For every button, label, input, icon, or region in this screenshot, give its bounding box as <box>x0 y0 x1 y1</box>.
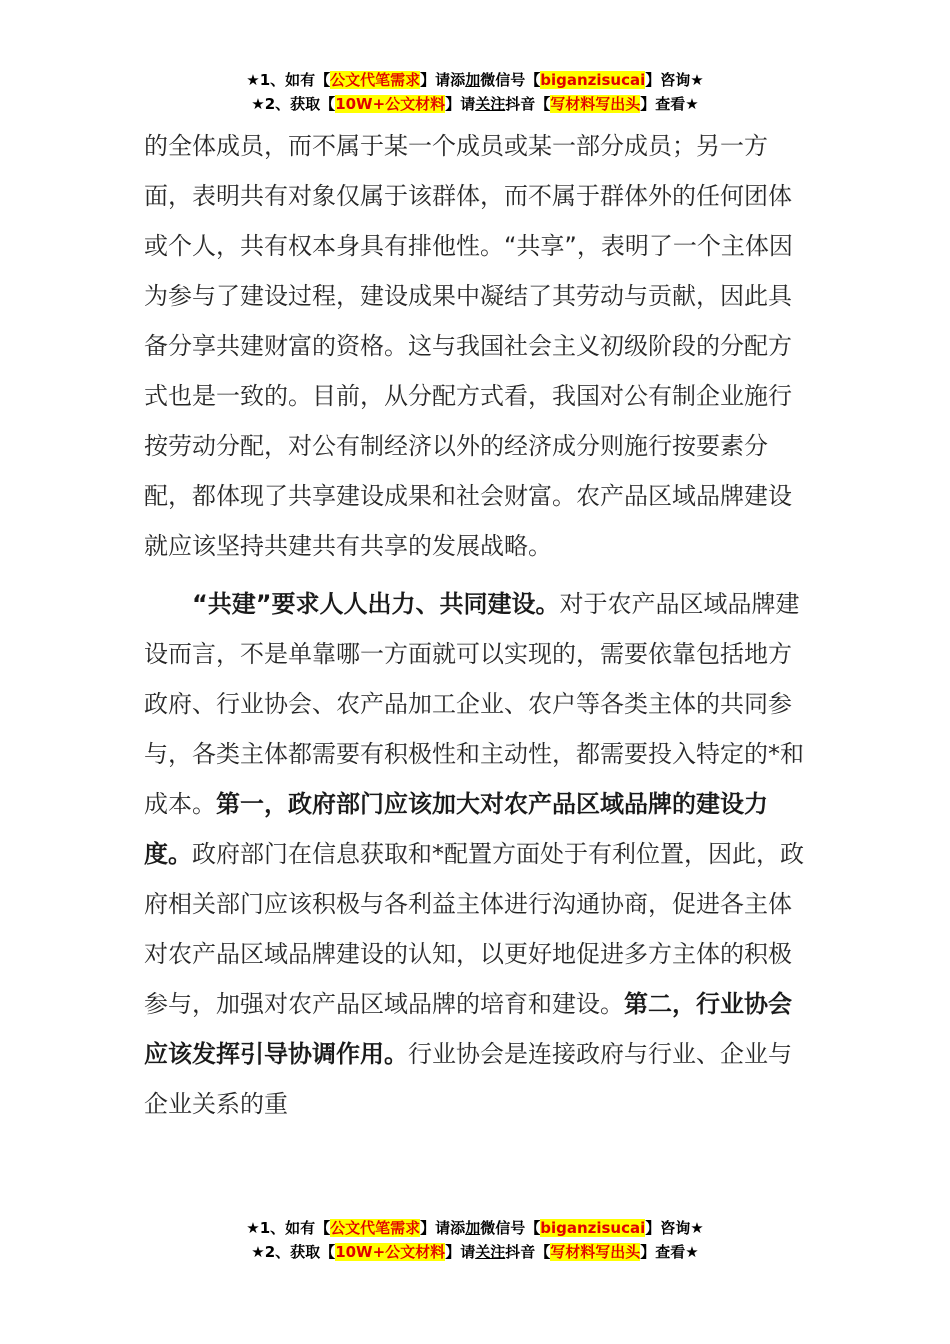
banner-text: 】请 <box>445 1243 476 1261</box>
banner-text: 】请添 <box>420 71 466 89</box>
banner-highlight: 10W+公文材料 <box>335 1243 446 1261</box>
banner-highlight: biganzisucai <box>540 1219 646 1237</box>
bold-heading: 第一，政府部门应该加大对农产品区域品牌的建设力度。 <box>144 790 768 868</box>
banner-highlight: biganzisucai <box>540 71 646 89</box>
banner-line-2 <box>0 92 950 116</box>
banner-highlight: 写材料写出头 <box>550 95 641 113</box>
banner-text: ★1、如有【 <box>246 1219 331 1237</box>
header-banner <box>0 68 950 116</box>
banner-text: ★2、获取【 <box>251 95 336 113</box>
banner-line-2 <box>0 1240 950 1264</box>
banner-highlight: 10W+公文材料 <box>335 95 446 113</box>
banner-text: ★1、如有【 <box>246 71 331 89</box>
banner-underline: 关注 <box>475 1243 506 1261</box>
banner-line-1 <box>0 68 950 92</box>
footer-banner <box>0 1216 950 1264</box>
paragraph-text: 行业协会是连接政府与行业、企业与企业关系的重 <box>144 1040 792 1118</box>
banner-text: 抖音【 <box>505 95 551 113</box>
banner-underline: 关注 <box>475 95 506 113</box>
banner-text: 抖音【 <box>505 1243 551 1261</box>
banner-text: 】查看★ <box>640 95 699 113</box>
banner-text: 】查看★ <box>640 1243 699 1261</box>
banner-highlight: 公文代笔需求 <box>330 71 421 89</box>
banner-text: ★2、获取【 <box>251 1243 336 1261</box>
bold-heading: 第二，行业协会应该发挥引导协调作用。 <box>144 990 792 1068</box>
banner-text: 】咨询★ <box>645 71 704 89</box>
banner-text: 】请 <box>445 95 476 113</box>
banner-text: 微信号【 <box>480 71 541 89</box>
banner-highlight: 公文代笔需求 <box>330 1219 421 1237</box>
paragraph-1: 的全体成员，而不属于某一个成员或某一部分成员；另一方面，表明共有对象仅属于该群体，而不属于群体外的任何团体或个人，共有权本身具有排他性。“共享”，表明了一个主体因为参与了建设过程，建设成果中凝结了其劳动与贡献，因此具备分享共建财富的资格。这与我国社会主义初级阶段的分配方式也是一致的。目前，从分配方式看，我国对公有制企业施行按劳动分配，对公有制经济以外的经济成分则施行按要素分配，都体现了共享建设成果和社会财富。农产品区域品牌建设就应该坚持共建共有共享的发展战略。 <box>144 132 793 560</box>
banner-text: 】请添 <box>420 1219 466 1237</box>
paragraph-2 <box>144 579 804 1129</box>
banner-underline: 加 <box>465 1219 481 1237</box>
banner-text: 微信号【 <box>480 1219 541 1237</box>
document-body <box>144 121 804 1129</box>
banner-highlight: 写材料写出头 <box>550 1243 641 1261</box>
paragraph-text: 对于农产品区域品牌建设而言，不是单靠哪一方面就可以实现的，需要依靠包括地方政府、行业协会、农产品加工企业、农户等各类主体的共同参与，各类主体都需要有积极性和主动性，都需要投入特定的*和成本。 <box>144 590 804 818</box>
paragraph-text: 政府部门在信息获取和*配置方面处于有利位置，因此，政府相关部门应该积极与各利益主体进行沟通协商，促进各主体对农产品区域品牌建设的认知，以更好地促进多方主体的积极参与，加强对农产品区域品牌的培育和建设。 <box>144 840 804 1018</box>
banner-underline: 加 <box>465 71 481 89</box>
banner-text: 】咨询★ <box>645 1219 704 1237</box>
banner-line-1 <box>0 1216 950 1240</box>
bold-heading: “共建”要求人人出力、共同建设。 <box>192 590 560 618</box>
